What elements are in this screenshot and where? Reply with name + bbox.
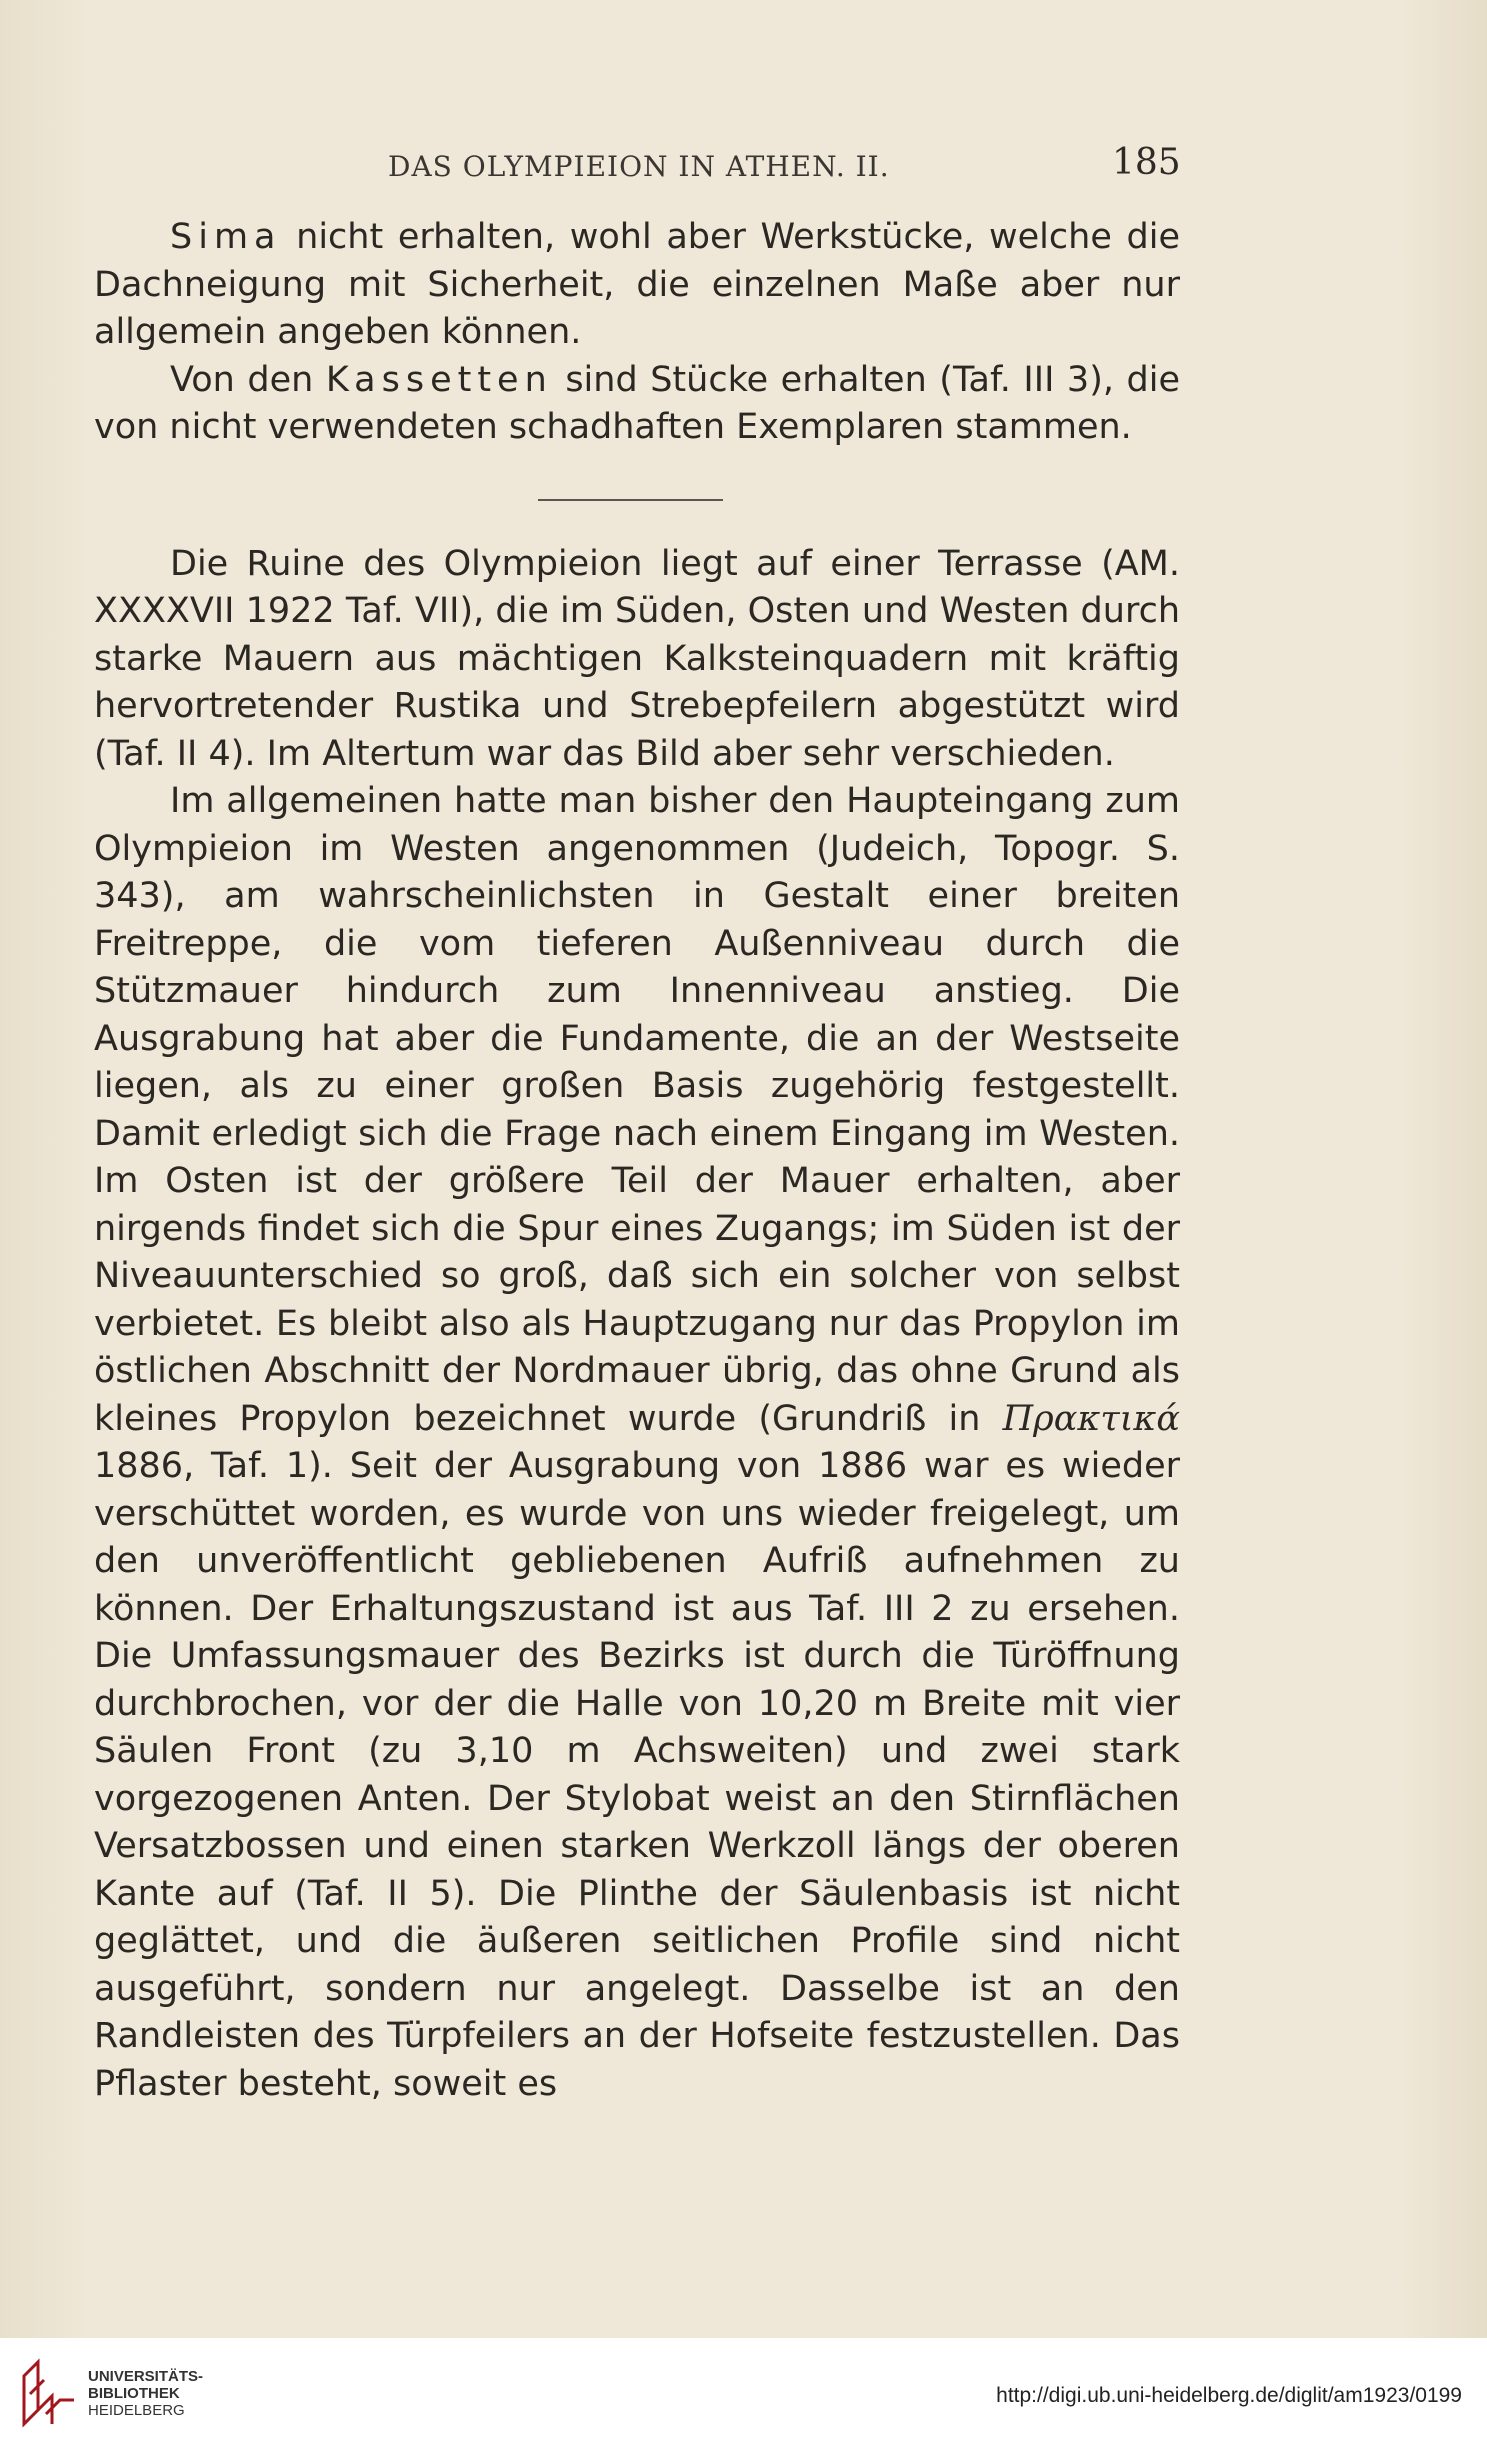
running-head [0, 142, 1487, 190]
spaced-term-kassetten: Kassetten [325, 359, 553, 400]
paragraph-haupteingang-before: Im allgemeinen hatte man bisher den Haupteingang zum Olympieion im Westen angenommen (Judeich, Topogr. S. 343), am wahrscheinlichsten in Gestalt einer breiten Freitreppe, die vom tieferen Außenniveau durch die Stützmauer hindurch zum Innenniveau anstieg. Die Ausgrabung hat aber die Fundamente, die an der Westseite liegen, als zu einer großen Basis zugehörig festgestellt. Damit erledigt sich die Frage nach einem Eingang im Westen. Im Osten ist der größere Teil der Mauer erhalten, aber nirgends findet sich die Spur eines Zugangs; im Süden ist der Niveauunterschied so groß, daß sich ein solcher von selbst verbietet. Es bleibt also als Hauptzugang nur das Propylon im östlichen Abschnitt der Nordmauer übrig, das ohne Grund als kleines Propylon bezeichnet wurde (Grundriß in [94, 781, 1180, 1439]
paragraph-sima [94, 214, 1180, 357]
library-logo-text [88, 2368, 203, 2419]
paragraph-kassetten-after: sind Stücke erhalten (Taf. III 3), die von nicht verwendeten schadhaften Exemplaren stammen. [94, 359, 1180, 447]
paragraph-ruine: Die Ruine des Olympieion liegt auf einer Terrasse (AM. XXXXVII 1922 Taf. VII), die im Süden, Osten und Westen durch starke Mauern aus mächtigen Kalksteinquadern mit kräftig hervortretender Rustika und Strebepfeilern abgestützt wird (Taf. II 4). Im Altertum war das Bild aber sehr verschieden. [94, 543, 1180, 774]
body-text [94, 214, 1180, 2108]
footer-bar [0, 2338, 1487, 2446]
paragraph-kassetten [94, 357, 1180, 452]
logo-line-1: UNIVERSITÄTS- [88, 2368, 204, 2385]
running-head-title: DAS OLYMPIEION IN ATHEN. II. [388, 150, 890, 183]
logo-line-2: BIBLIOTHEK [88, 2385, 180, 2402]
section-separator [538, 499, 723, 501]
page-number: 185 [1112, 142, 1181, 183]
greek-citation: Πρακτικά [1002, 1398, 1180, 1439]
paragraph-haupteingang-after: 1886, Taf. 1). Seit der Ausgrabung von 1886 war es wieder verschüttet worden, es wurde von uns wieder freigelegt, um den unveröffentlicht gebliebenen Aufriß aufnehmen zu können. Der Erhaltungszustand ist aus Taf. III 2 zu ersehen. Die Umfassungsmauer des Bezirks ist durch die Türöffnung durchbrochen, vor der die Halle von 10,20 m Breite mit vier Säulen Front (zu 3,10 m Achsweiten) und zwei stark vorgezogenen Anten. Der Stylobat weist an den Stirnflächen Versatzbossen und einen starken Werkzoll längs der oberen Kante auf (Taf. II 5). Die Plinthe der Säulenbasis ist nicht geglättet, und die äußeren seitlichen Profile sind nicht ausgeführt, sondern nur angelegt. Dasselbe ist an den Randleisten des Türpfeilers an der Hofseite festzustellen. Das Pflaster besteht, soweit es [94, 1446, 1180, 2104]
paragraph-kassetten-before: Von den [170, 359, 326, 400]
paragraph-sima-text: nicht erhalten, wohl aber Werkstücke, welche die Dachneigung mit Sicherheit, die einzelnen Maße aber nur allgemein angeben können. [94, 217, 1180, 352]
library-logo-icon [16, 2354, 78, 2428]
logo-line-3: HEIDELBERG [88, 2402, 185, 2419]
paragraph-haupteingang [94, 778, 1180, 2108]
spaced-term-sima: Sima [170, 217, 282, 257]
permalink-url[interactable]: http://digi.ub.uni-heidelberg.de/diglit/am1923/0199 [996, 2384, 1462, 2407]
